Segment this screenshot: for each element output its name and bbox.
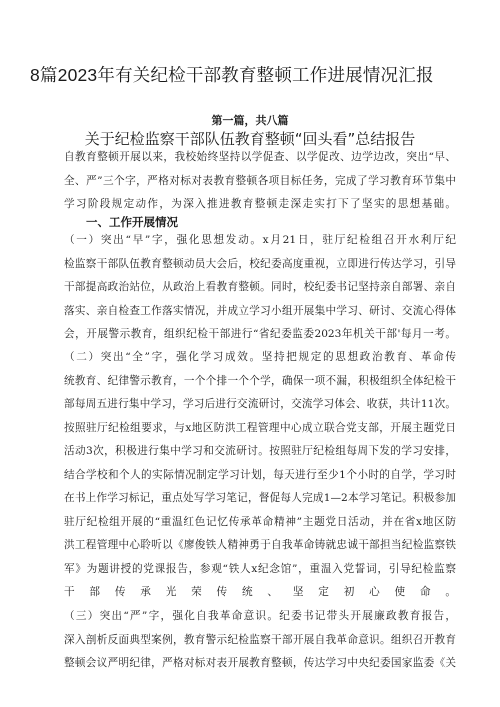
paragraph-2 xyxy=(64,346,456,605)
text-line: 整顿会议严明纪律，严格对标对表开展教育整顿，传达学习中央纪委国家监委《关 xyxy=(64,657,456,669)
article-title: 关于纪检监察干部队伍教育整顿“回头看”总结报告 xyxy=(84,130,416,148)
text-line: （三）突出“严”字，强化自我革命意识。纪委书记带头开展廉政教育报告， xyxy=(64,610,456,622)
text-line: （二）突出“全”字，强化学习成效。坚持把规定的思想政治教育、革命传 xyxy=(64,351,456,363)
text-line: 会，开展警示教育，组织纪检干部进行“省纪委监委2023年机关干部'每月一考。 xyxy=(64,328,456,340)
section-heading: 一、工作开展情况 xyxy=(86,215,178,229)
text-line: 按照驻厅纪检组要求，与x地区防洪工程管理中心成立联合党支部，开展主题党日 xyxy=(64,421,456,434)
text-line: 自教育整顿开展以来，我校始终坚持以学促查、以学促改、边学边改，突出“早、 xyxy=(64,151,456,163)
text-line: 深入剖析反面典型案例，教育警示纪检监察干部开展自我革命意识。组织召开教育 xyxy=(64,633,456,646)
text-line: （一）突出“早”字，强化思想发动。x月21日，驻厅纪检组召开水利厅纪 xyxy=(64,234,456,246)
text-line: 驻厅纪检组开展的“重温红色记忆传承革命精神”主题党日活动，并在省x地区防 xyxy=(64,515,456,528)
text-line: 结合学校和个人的实际情况制定学习计划，每天进行至少1个小时的自学，学习时 xyxy=(64,468,456,481)
text-line: 军》为题讲授的党课报告，参观“铁人x纪念馆”，重温入党誓词，引导纪检监察 xyxy=(64,562,456,575)
document-title: 8篇2023年有关纪检干部教育整顿工作进展情况汇报 xyxy=(30,65,434,85)
text-line: 在书上作学习标记，重点处写学习笔记，督促每人完成1—2本学习笔记。积极参加 xyxy=(64,492,456,504)
text-line: 部每周五进行集中学习，学习后进行交流研讨，交流学习体会、收获，共计11次。 xyxy=(64,398,456,410)
paragraph-3 xyxy=(64,605,456,676)
paragraph-1 xyxy=(64,229,456,347)
text-line: 学习阶段规定动作，为深入推进教育整顿走深走实打下了坚实的思想基础。 xyxy=(64,198,456,210)
text-line: 干部传承光荣传统、坚定初心使命。 xyxy=(64,586,456,598)
intro-paragraph xyxy=(64,146,456,217)
text-line: 活动3次，积极进行集中学习和交流研讨。按照驻厅纪检组每周下发的学习安排， xyxy=(64,445,456,457)
text-line: 干部提高政治站位，从政治上看教育整顿。同时，校纪委书记坚持亲自部署、亲自 xyxy=(64,281,456,293)
text-line: 落实、亲自检查工作落实情况，并成立学习小组开展集中学习、研讨、交流心得体 xyxy=(64,304,456,317)
part-label: 第一篇，共八篇 xyxy=(211,114,289,127)
text-line: 洪工程管理中心聆听以《廖俊铁人精神勇于自我革命铸就忠诚干部担当纪检监察铁 xyxy=(64,539,456,551)
text-line: 全、严”三个字，严格对标对表教育整顿各项目标任务，完成了学习教育环节集中 xyxy=(64,174,456,187)
text-line: 统教育、纪律警示教育，一个个排一个个学，确保一项不漏，积极组织全体纪检干 xyxy=(64,374,456,387)
text-line: 检监察干部队伍教育整顿动员大会后，校纪委高度重视，立即进行传达学习，引导 xyxy=(64,257,456,270)
